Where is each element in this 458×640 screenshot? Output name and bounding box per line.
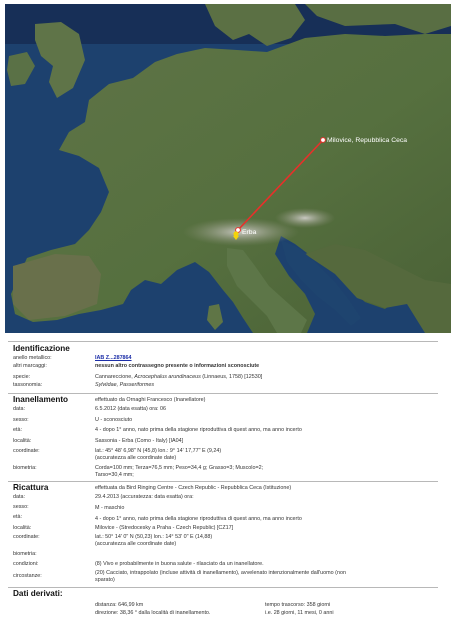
section-divider bbox=[8, 587, 438, 588]
inan-bio-value: Corda=100 mm; Terza=76,5 mm; Peso=34,4 g; Grasso=3; Muscolo=2; bbox=[95, 465, 264, 471]
inan-bio-label: biometria: bbox=[13, 465, 37, 471]
ric-cond-label: condizioni: bbox=[13, 561, 39, 567]
ric-sesso-label: sesso: bbox=[13, 504, 29, 510]
origin-marker[interactable] bbox=[321, 138, 326, 143]
ring-link[interactable]: IAB Z...287864 bbox=[95, 355, 132, 361]
inan-bio-value-2: Tarso=30,4 mm; bbox=[95, 472, 134, 478]
ric-coord-label: coordinate: bbox=[13, 534, 40, 540]
tempo-value: tempo trascorso: 358 giorni bbox=[265, 602, 331, 608]
tassonomia-value: Sylviidae, Passeriformes bbox=[95, 382, 155, 388]
anello-label: anello metallico: bbox=[13, 355, 52, 361]
ric-bio-label: biometria: bbox=[13, 551, 37, 557]
inan-data-label: data: bbox=[13, 406, 25, 412]
ric-eta-label: età: bbox=[13, 514, 22, 520]
inan-eta-label: età: bbox=[13, 427, 22, 433]
section-divider bbox=[8, 393, 438, 394]
identificazione-heading: Identificazione bbox=[13, 344, 70, 353]
ricattura-heading: Ricattura bbox=[13, 483, 49, 492]
inan-localita-label: località: bbox=[13, 438, 32, 444]
ric-circ-value-2: sparato) bbox=[95, 577, 115, 583]
marcaggi-label: altri marcaggi: bbox=[13, 363, 47, 369]
direzione-value: direzione: 38,36 ° dalla località di inanellamento. bbox=[95, 610, 211, 616]
inan-coord-label: coordinate: bbox=[13, 448, 40, 454]
dati-derivati-heading: Dati derivati: bbox=[13, 589, 63, 598]
ric-cond-value: (8) Vivo e probabilmente in buona salute - rilasciato da un inanellatore. bbox=[95, 561, 264, 567]
origin-label: Milovice, Repubblica Ceca bbox=[327, 137, 408, 144]
ric-coord-note: (accuratezza alle coordinate date) bbox=[95, 541, 177, 547]
destination-label: Erba bbox=[242, 229, 257, 236]
ric-eta-value: 4 - dopo 1° anno, nato prima della stagione riproduttiva di quest anno, ma anno incerto bbox=[95, 516, 302, 522]
distanza-value: distanza: 646,99 km bbox=[95, 602, 144, 608]
specie-value: Cannareccione, Acrocephalus arundinaceus (Linnaeus, 1758) [12530] bbox=[95, 374, 263, 380]
inanellamento-by: effettuato da Ornaghi Francesco (Inanellatore) bbox=[95, 397, 206, 403]
marcaggi-value: nessun altro contrassegno presente o informazioni sconosciute bbox=[95, 363, 260, 369]
inan-coord-note: (accuratezza alle coordinate date) bbox=[95, 455, 177, 461]
ric-circ-label: circostanze: bbox=[13, 573, 42, 579]
inan-eta-value: 4 - dopo 1° anno, nato prima della stagione riproduttiva di quest anno, ma anno incerto bbox=[95, 427, 302, 433]
section-divider bbox=[8, 341, 438, 342]
ric-localita-label: località: bbox=[13, 525, 32, 531]
inan-coord-value: lat.: 45° 48' 6,98" N (45,8) lon.: 9° 14' 17,77" E (9,24) bbox=[95, 448, 222, 454]
satellite-map[interactable] bbox=[5, 4, 451, 333]
ric-data-value: 29.4.2013 (accuratezza: data esatta) ora: bbox=[95, 494, 194, 500]
tassonomia-label: tassonomia: bbox=[13, 382, 43, 388]
inan-localita-value: Sassonia - Erba (Como - Italy) [IA04] bbox=[95, 438, 184, 444]
ric-data-label: data: bbox=[13, 494, 25, 500]
inanellamento-heading: Inanellamento bbox=[13, 395, 69, 404]
inan-sesso-label: sesso: bbox=[13, 417, 29, 423]
ricattura-by: effettuata da Bird Ringing Centre - Czech Republic - Repubblica Ceca (Istituzione) bbox=[95, 485, 292, 491]
ie-value: i.e. 28 giorni, 11 mesi, 0 anni bbox=[265, 610, 334, 616]
section-divider bbox=[8, 481, 438, 482]
anello-value[interactable] bbox=[95, 355, 132, 361]
ringing-report bbox=[8, 337, 450, 637]
inan-sesso-value: U - sconosciuto bbox=[95, 417, 133, 423]
inan-data-value: 6.5.2012 (data esatta) ora: 06 bbox=[95, 406, 167, 412]
ric-coord-value: lat.: 50° 14' 0" N (50,23) lon.: 14° 53' 0" E (14,88) bbox=[95, 534, 213, 540]
ric-circ-value: (20) Cacciato, intrappolato (incluse attività di inanellamento), avvelenato intenzionalmente dall'uomo (non bbox=[95, 570, 346, 576]
specie-label: specie: bbox=[13, 374, 31, 380]
ric-sesso-value: M - maschio bbox=[95, 505, 125, 511]
ric-localita-value: Milovice - (Stredocesky a Praha - Czech Republic) [CZ17] bbox=[95, 525, 234, 531]
